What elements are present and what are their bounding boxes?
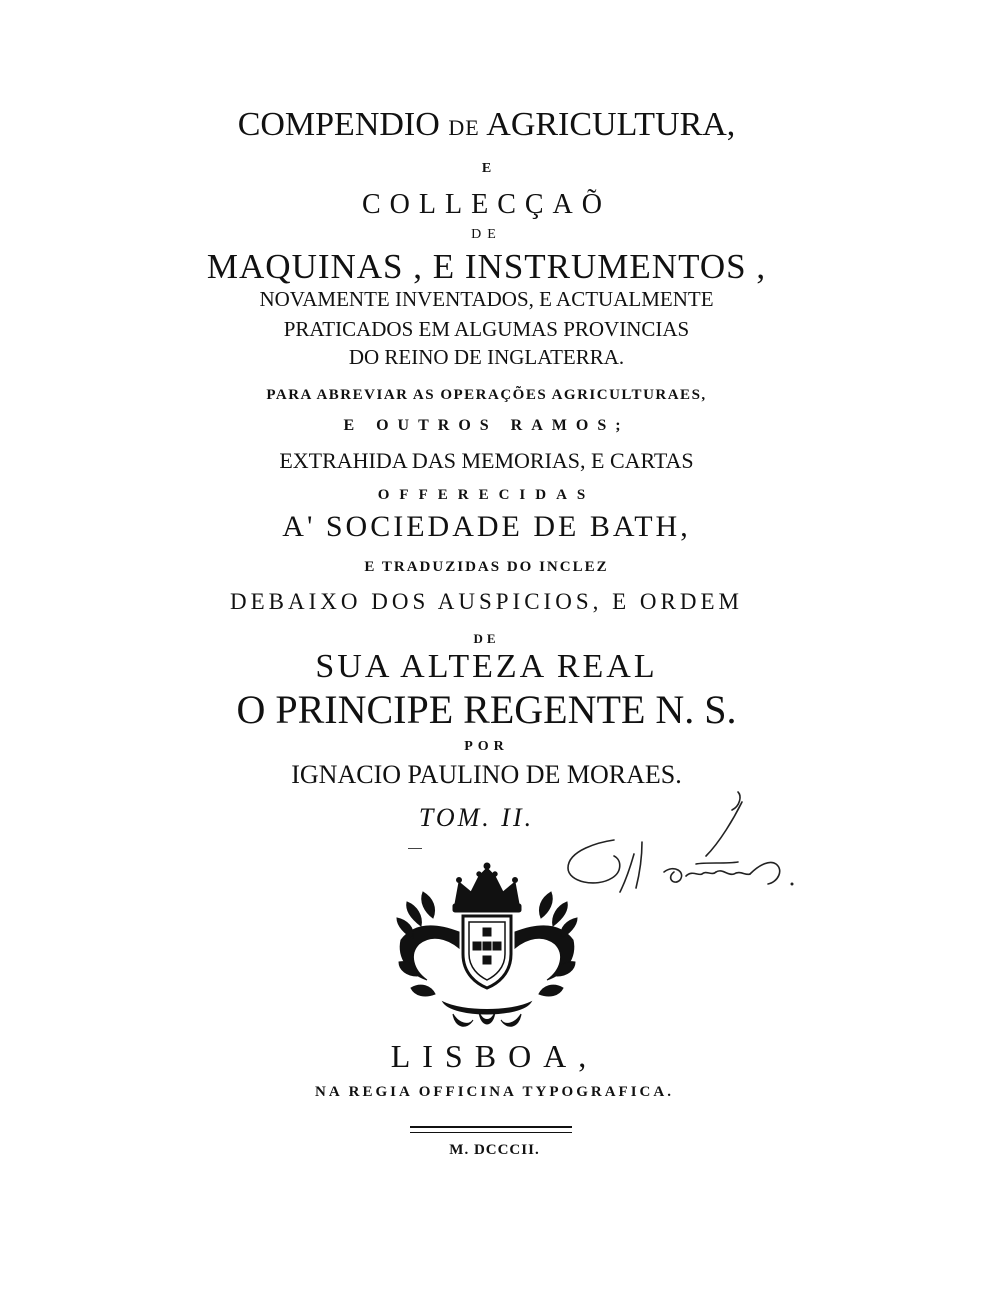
imprint-rule-top [410, 1126, 572, 1128]
principe-line: O PRINCIPE REGENTE N. S. [236, 687, 737, 732]
de-line-1: DE [471, 227, 502, 242]
outros-ramos-line: E OUTROS RAMOS; [343, 417, 630, 434]
signature-text: Soares. [56, 280, 59, 281]
subtitle-line-2: PRATICADOS EM ALGUMAS PROVINCIAS [283, 317, 690, 341]
volume-line: TOM. II. [418, 803, 535, 832]
volume-dash [408, 848, 422, 849]
imprint-press: NA REGIA OFFICINA TYPOGRAFICA. [315, 1084, 674, 1100]
royal-coat-of-arms [393, 862, 581, 1034]
collecao-heading: COLLECÇAÕ [362, 189, 611, 220]
imprint-year: M. DCCCII. [449, 1142, 540, 1158]
alteza-line: SUA ALTEZA REAL [315, 648, 658, 685]
title-line-compendio [0, 108, 973, 142]
extrahida-line: EXTRAHIDA DAS MEMORIAS, E CARTAS [279, 448, 694, 473]
offerecidas-line: OFFERECIDAS [377, 487, 596, 503]
title-compendio: COMPENDIO [237, 106, 440, 143]
de-line-2: DE [473, 631, 500, 646]
traduzidas-line: E TRADUZIDAS DO INCLEZ [364, 559, 609, 575]
imprint-city: LISBOA, [390, 1038, 599, 1074]
subtitle-line-3: DO REINO DE INGLATERRA. [348, 345, 625, 369]
conjunction-e: E [481, 161, 492, 176]
purpose-line: PARA ABREVIAR AS OPERAÇÕES AGRICULTURAES, [266, 387, 707, 403]
author-line: IGNACIO PAULINO DE MORAES. [291, 760, 682, 789]
por-line: POR [464, 739, 509, 754]
subtitle-line-1: NOVAMENTE INVENTADOS, E ACTUALMENTE [259, 287, 714, 311]
imprint-rule-bottom [410, 1132, 572, 1133]
title-de-small: DE [448, 115, 480, 140]
sociedade-line: A' SOCIEDADE DE BATH, [282, 510, 691, 543]
auspicios-line: DEBAIXO DOS AUSPICIOS, E ORDEM [230, 589, 743, 614]
maquinas-heading: MAQUINAS , E INSTRUMENTOS , [206, 247, 767, 286]
title-agricultura: AGRICULTURA, [486, 106, 736, 143]
